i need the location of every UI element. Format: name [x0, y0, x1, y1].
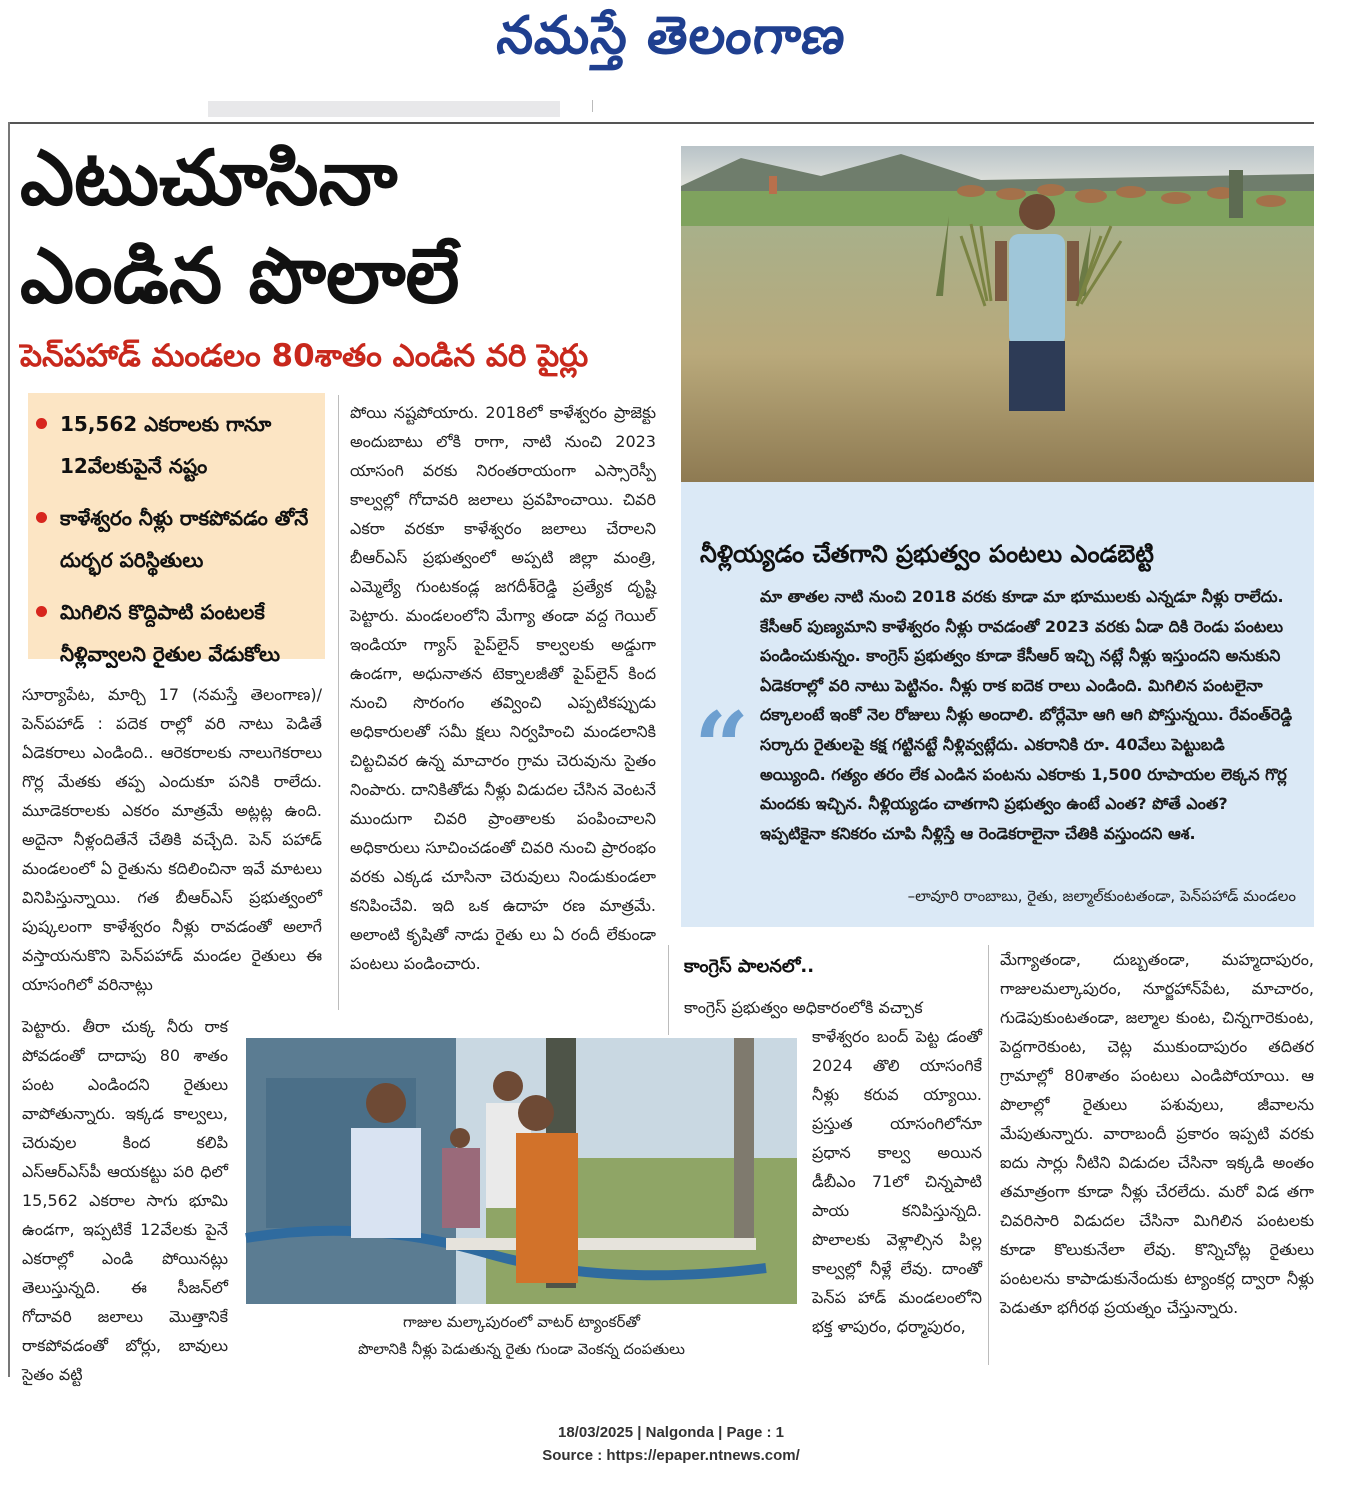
quote-mark-icon: “: [694, 691, 750, 804]
photo-illustration: [681, 146, 1314, 482]
body-column-3: కాళేశ్వరం బంద్ పెట్ట డంతో 2024 తొలి యాసంగికే నీళ్లు కరువ య్యాయి. ప్రస్తుత యాసంగిలోనూ ప్రధాన కాల్వ అయిన డీబీఎం 71లో చిన్నపాటి పాయ కనిపిస్తున్నది. పొలాలకు వెళ్లాల్సిన పిల్ల కాల్వల్లో నీళ్లే లేవు. దాంతో పెన్‌ప హాడ్ మండలంలోని భక్త ళాపురం, ధర్మాపురం,: [812, 1027, 982, 1336]
footer-date-edition: 18/03/2025 | Nalgonda | Page : 1: [558, 1424, 784, 1441]
photo2-caption-line-2: పొలానికి నీళ్లు పెడుతున్న రైతు గుండా వెంకన్న దంపతులు: [358, 1340, 685, 1358]
highlight-item: [60, 403, 315, 487]
subheadline: పెన్‌పహాడ్ మండలం 80శాతం ఎండిన వరి పైర్లు: [20, 338, 589, 374]
body-column-4: మేగ్యాతండా, దుబ్బతండా, మహ్మదాపురం, గాజులమల్కాపురం, నూర్జహాన్‌పేట, మాచారం, గుడెపుకుంటతండా, జల్మాల కుంట, చిన్నగారెకుంట, పెద్దగారెకుంట, చెట్ల ముకుందాపురం తదితర గ్రామాల్లో 80శాతం పంటలు ఎండిపోయాయి. ఆ పొలాల్లో రైతులు పశువులు, జీవాలను మేపుతున్నారు. వారాబందీ ప్రకారం ఇప్పటి వరకు ఐదు సార్లు నీటిని విడుదల చేసినా ఇక్కడి అంతం తమాత్రంగా కూడా నీళ్లు చేరలేదు. మరో విడ తగా చివరిసారి విడుదల చేసినా మిగిలిన పంటలకు కూడా కొలుకునేలా లేవు. కొన్నిచోట్ల రైతులు పంటలను కాపాడుకునేందుకు ట్యాంకర్ల ద్వారా నీళ్లు పెడుతూ భగీరథ ప్రయత్నం చేస్తున్నారు.: [1000, 950, 1314, 1317]
body-column-3-lead: కాంగ్రెస్ ప్రభుత్వం అధికారంలోకి వచ్చాక: [684, 998, 923, 1017]
highlight-text: కాళేశ్వరం నీళ్లు రాకపోవడం తోనే దుర్భర పరిస్థితులు: [60, 506, 309, 572]
headline-line-2: ఎండిన పొలాలే: [20, 231, 460, 320]
bullet-dot-icon: [36, 418, 47, 429]
highlight-item: [60, 591, 315, 675]
highlight-text: మిగిలిన కొద్దిపాటి పంటలకే నీళ్లివ్వాలని రైతుల వేడుకోలు: [60, 600, 281, 666]
section-heading: కాంగ్రెస్ పాలనలో..: [684, 956, 815, 977]
top-rule: [8, 122, 1314, 124]
masthead-divider: [592, 100, 593, 112]
footer-source: Source : https://epaper.ntnews.com/: [542, 1447, 800, 1464]
column-divider: [668, 945, 669, 1035]
photo-illustration: [246, 1038, 797, 1304]
bullet-dot-icon: [36, 512, 47, 523]
headline-line-1: ఎటుచూసినా: [20, 133, 398, 222]
masthead-title: నమస్తే తెలంగాణ: [494, 6, 850, 66]
bullet-dot-icon: [36, 606, 47, 617]
body-column-2: పోయి నష్టపోయారు. 2018లో కాళేశ్వరం ప్రాజెక్టు అందుబాటు లోకి రాగా, నాటి నుంచి 2023 యాసంగి వరకు నిరంతరాయంగా ఎస్సారెస్పీ కాల్వల్లో గోదావరి జలాలు ప్రవహించాయి. చివరి ఎకరా వరకూ కాళేశ్వరం జలాలు చేరాలని బీఆర్‌ఎస్ ప్రభుత్వంలో అప్పటి జిల్లా మంత్రి, ఎమ్మెల్యే గుంటకండ్ల జగదీశ్‌రెడ్డి ప్రత్యేక దృష్టి పెట్టారు. మండలంలోని మేగ్యా తండా వద్ద గెయిల్ ఇండియా గ్యాస్ పైప్‌లైన్ కాల్వలకు అడ్డుగా ఉండగా, అధునాతన టెక్నాలజీతో పైప్‌లైన్ కింద నుంచి సొరంగం తవ్వించి ఎప్పటికప్పుడు అధికారులతో సమీ క్షలు నిర్వహించి మండలానికి చిట్టచివర ఉన్న మాచారం గ్రామ చెరువును సైతం నింపారు. దానికితోడు నీళ్లు విడుదల చేసిన వెంటనే ముందుగా చివరి ప్రాంతాలకు పంపించాలని అధికారులు సూచించడంతో చివరి నుంచి ప్రారంభం వరకు ఎక్కడ చూసినా చెరువులు నిండుకుండలా కనిపించేవి. ఇది ఒక ఉదాహ రణ మాత్రమే. అలాంటి కృషితో నాడు రైతు లు ఏ రందీ లేకుండా పంటలు పండించారు.: [350, 403, 656, 973]
highlight-text: 15,562 ఎకరాలకు గానూ 12వేలకుపైనే నష్టం: [60, 412, 272, 478]
quote-text: మా తాతల నాటి నుంచి 2018 వరకు కూడా మా భూములకు ఎన్నడూ నీళ్లు రాలేదు. కేసీఆర్ పుణ్యమాని కాళేశ్వరం నీళ్లు రావడంతో 2023 వరకు ఏడా దికి రెండు పంటలు పండించుకున్నం. కాంగ్రెస్ ప్రభుత్వం కూడా కేసీఆర్ ఇచ్చి నట్లే నీళ్లు ఇస్తుందని అనుకుని ఏడెకరాల్లో వరి నాటు పెట్టినం. నీళ్లు రాక ఐదెక రాలు ఎండింది. మిగిలిన పంటలైనా దక్కాలంటే ఇంకో నెల రోజులు నీళ్లు అందాలి. బోర్లేమో ఆగి ఆగి పోస్తున్నయి. రేవంత్‌రెడ్డి సర్కారు రైతులపై కక్ష గట్టినట్టే నీళ్లివ్వట్లేదు. ఎకరానికి రూ. 40వేలు పెట్టుబడి అయ్యింది. గత్యం తరం లేక ఎండిన పంటను ఎకరాకు 1,500 రూపాయల లెక్కన గొర్ల మందకు ఇచ్చిన. నీళ్లియ్యడం చాతగాని ప్రభుత్వం ఉంటే ఎంత? పోతే ఎంత? ఇప్పటికైనా కనికరం చూపి నీళ్లిస్తే ఆ రెండెకరాలైనా చేతికి వస్తుందని ఆశ.: [760, 587, 1293, 843]
body-column-1: సూర్యాపేట, మార్చి 17 (నమస్తే తెలంగాణ)/పెన్‌పహాడ్ : పదెక రాల్లో వరి నాటు పెడితే ఏడెకరాలు ఎండింది.. ఆరెకరాలకు నాలుగెకరాలు గొర్ల మేతకు తప్ప ఎందుకూ పనికి రాలేదు. మూడెకరాలకు ఎకరం మాత్రమే అట్లట్ల ఉంది. అదైనా నీళ్లందితేనే చేతికి వచ్చేది. పెన్ పహాడ్ మండలంలో ఏ రైతును కదిలించినా ఇవే మాటలు వినిపిస్తున్నాయి. గత బీఆర్‌ఎస్ ప్రభుత్వంలో పుష్కలంగా కాళేశ్వరం నీళ్లు రావడంతో అలాగే వస్తాయనుకొని పెన్‌పహాడ్ మండల రైతులు ఈ యాసంగిలో వరినాట్లు: [22, 685, 322, 994]
highlight-item: [60, 497, 315, 581]
water-tanker-photo: [246, 1038, 797, 1304]
quote-attribution: –లావూరి రాంబాబు, రైతు, జల్మాల్‌కుంటతండా, పెన్‌పహాడ్ మండలం: [907, 887, 1296, 905]
left-rule: [8, 122, 10, 1377]
highlights-box: [28, 393, 325, 666]
quote-heading: నీళ్లియ్యడం చేతగాని ప్రభుత్వం పంటలు ఎండబెట్టి: [700, 540, 1154, 568]
farmer-paddy-photo: [681, 146, 1314, 482]
column-divider: [338, 395, 339, 1010]
column-divider: [988, 945, 989, 1365]
body-column-1-narrow: పెట్టారు. తీరా చుక్క నీరు రాక పోవడంతో దాదాపు 80 శాతం పంట ఎండిందని రైతులు వాపోతున్నారు. ఇక్కడ కాల్వలు, చెరువుల కింద కలిపి ఎస్‌ఆర్‌ఎస్‌పీ ఆయకట్టు పరి ధిలో 15,562 ఎకరాల సాగు భూమి ఉండగా, ఇప్పటికే 12వేలకు పైనే ఎకరాల్లో ఎండి పోయినట్లు తెలుస్తున్నది. ఈ సీజన్‌లో గోదావరి జలాలు మొత్తానికే రాకపోవడంతో బోర్లు, బావులు సైతం వట్టి: [22, 1017, 228, 1384]
masthead-strip: [208, 101, 560, 117]
photo2-caption-line-1: గాజుల మల్కాపురంలో వాటర్ ట్యాంకర్‌తో: [403, 1313, 640, 1331]
